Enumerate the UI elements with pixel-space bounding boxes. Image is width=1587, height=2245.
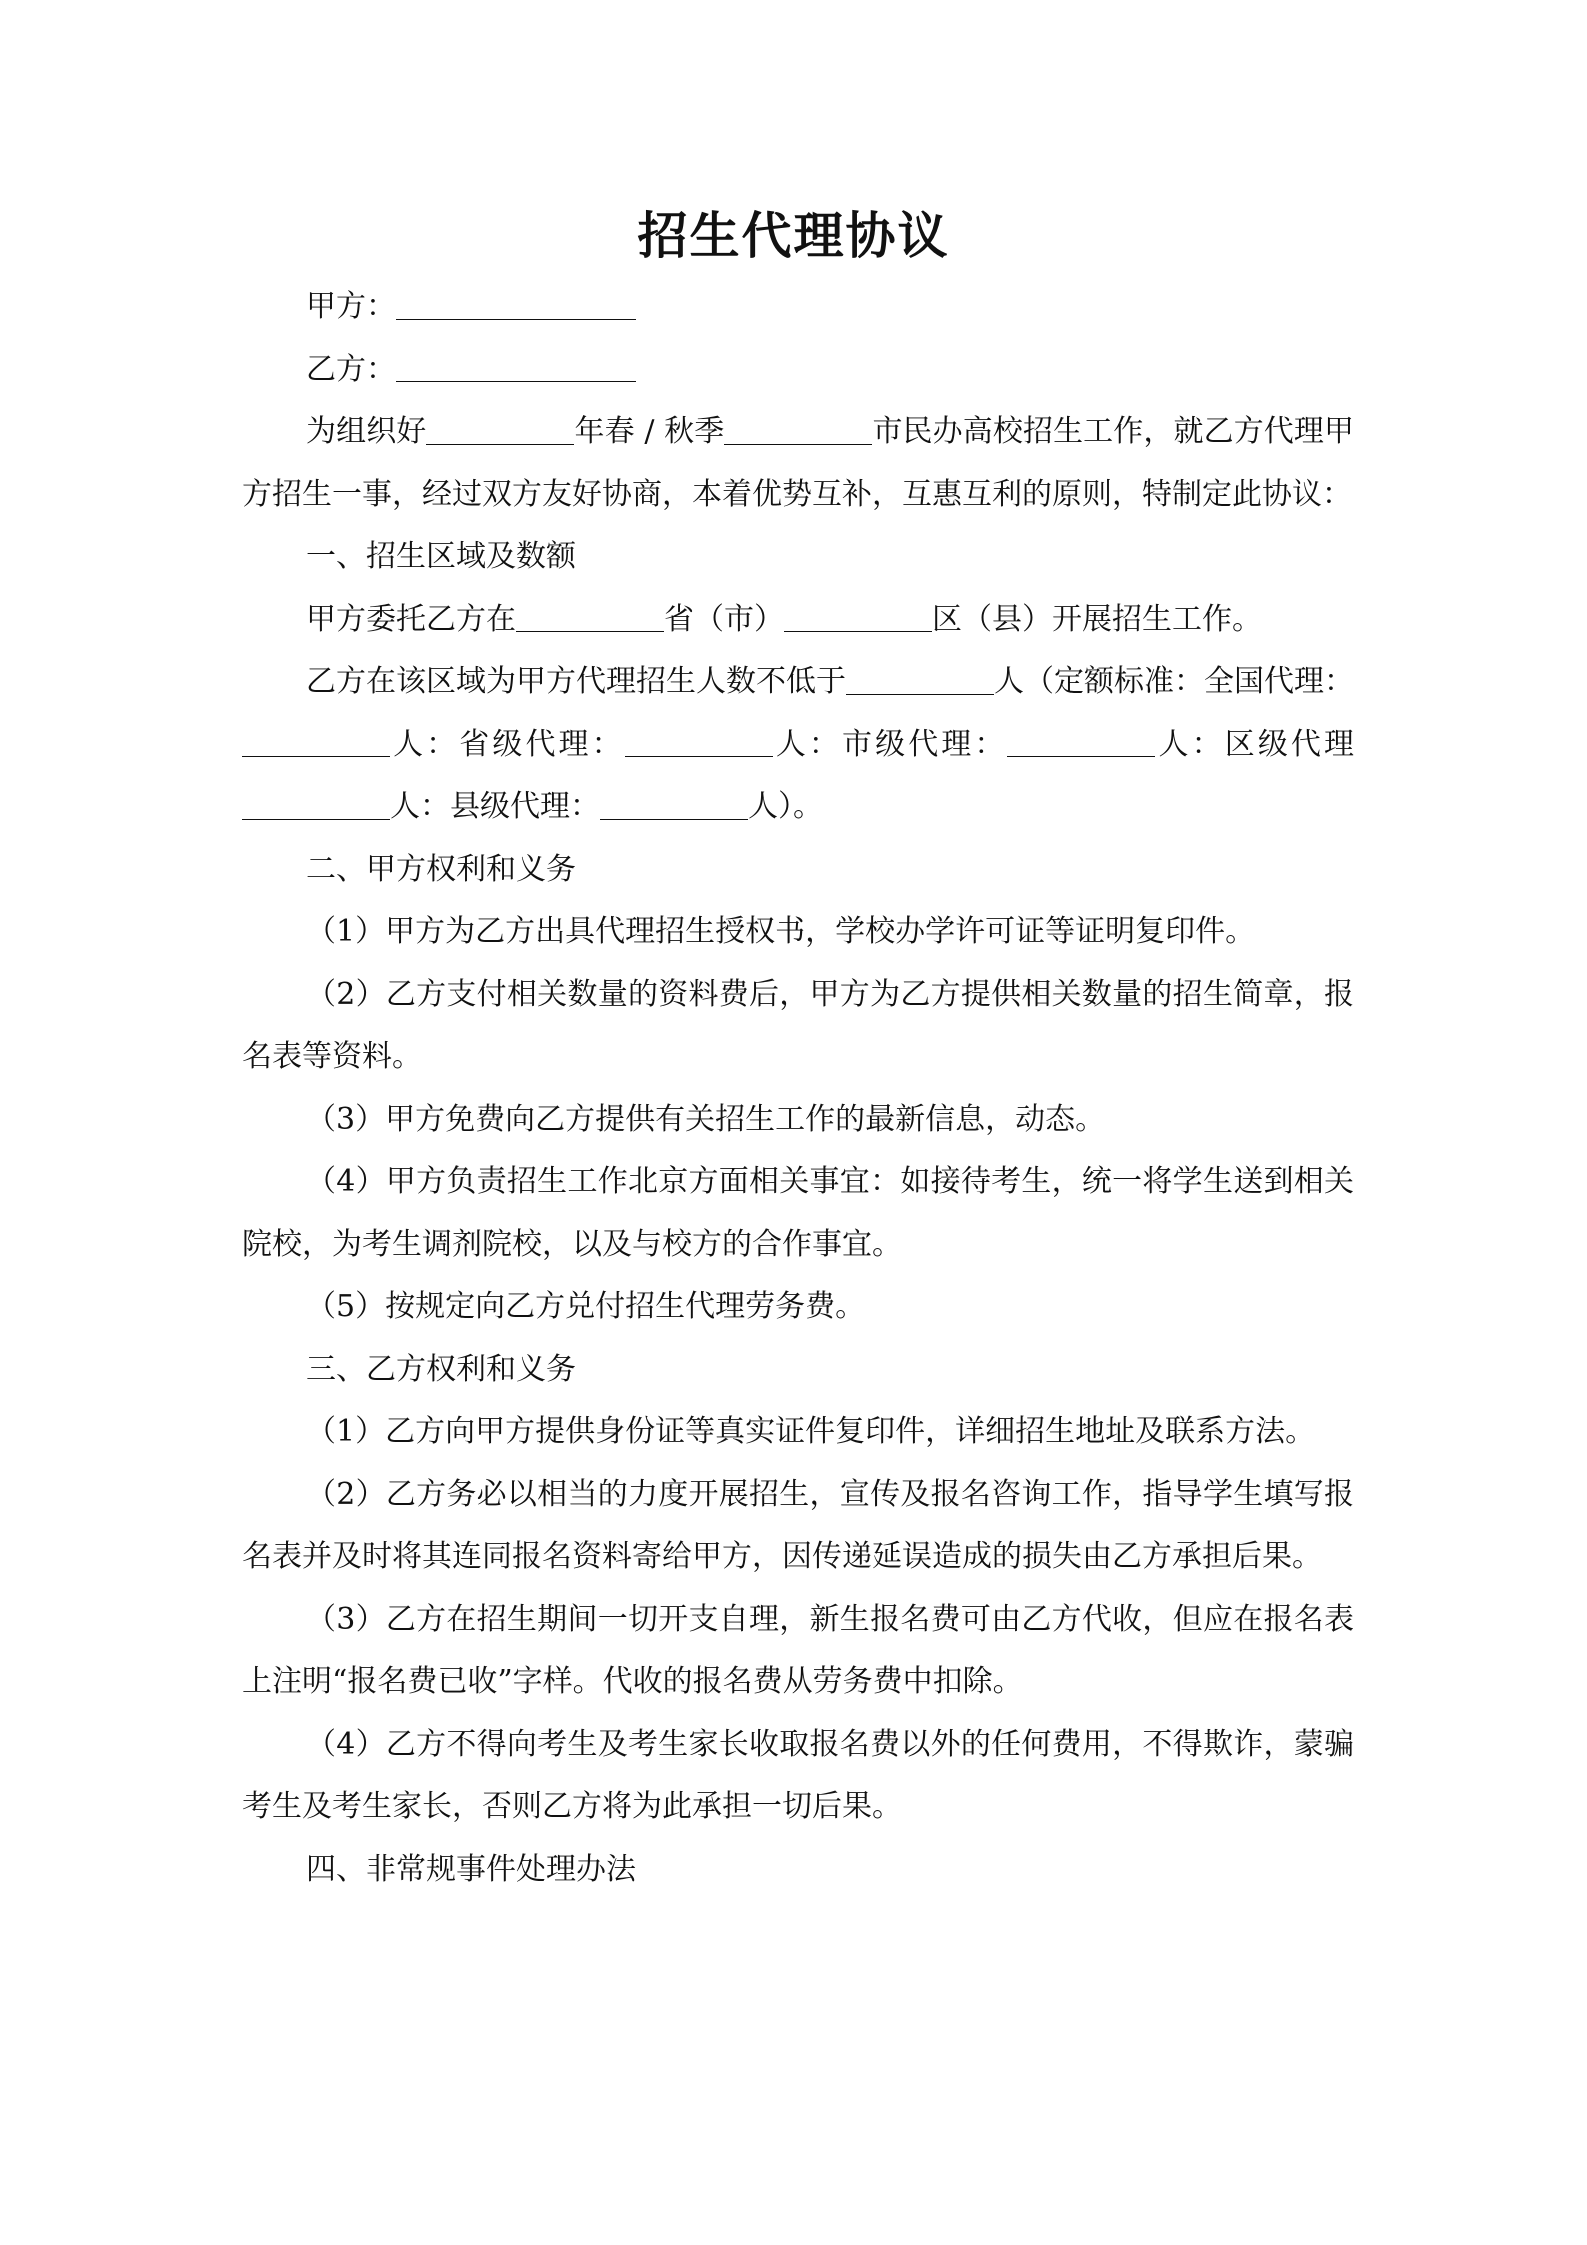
year-blank (426, 415, 574, 445)
s1p2-text-7: 人）。 (748, 789, 823, 824)
section-2-item: （4）甲方负责招生工作北京方面相关事宜：如接待考生，统一将学生送到相关院校，为考生调剂院校，以及与校方的合作事宜。 (242, 1164, 1354, 1262)
quota-blank (846, 665, 994, 695)
province-blank (516, 603, 664, 633)
document-title: 招生代理协议 (637, 206, 950, 265)
section-3-item: （2）乙方务必以相当的力度开展招生，宣传及报名咨询工作，指导学生填写报名表并及时将其连同报名资料寄给甲方，因传递延误造成的损失由乙方承担后果。 (242, 1476, 1354, 1574)
section-2-item: （3）甲方免费向乙方提供有关招生工作的最新信息，动态。 (306, 1101, 1106, 1137)
s1p2-text-2: 人（定额标准：全国代理： (994, 664, 1354, 699)
party-a-line (242, 276, 1354, 339)
county-quota-blank (600, 790, 748, 820)
district-blank (784, 603, 932, 633)
s1p2-text-4: 人：市级代理： (772, 726, 1008, 762)
section-3-item: （3）乙方在招生期间一切开支自理，新生报名费可由乙方代收，但应在报名表上注明“报名费已收”字样。代收的报名费从劳务费中扣除。 (242, 1601, 1354, 1699)
section-2-item: （2）乙方支付相关数量的资料费后，甲方为乙方提供相关数量的招生简章，报名表等资料。 (242, 976, 1354, 1074)
s1p2-text-5: 人：区级代理 (1155, 726, 1355, 762)
city-quota-blank (1007, 728, 1155, 758)
intro-paragraph (242, 401, 1354, 526)
section-1-paragraph-2 (242, 651, 1354, 839)
provincial-quota-blank (625, 728, 773, 758)
s1p2-text-1: 乙方在该区域为甲方代理招生人数不低于 (306, 664, 846, 699)
party-b-blank (396, 353, 636, 383)
section-3-item: （4）乙方不得向考生及考生家长收取报名费以外的任何费用，不得欺诈，蒙骗考生及考生家长，否则乙方将为此承担一切后果。 (242, 1726, 1354, 1824)
s1p1-text-3: 区（县）开展招生工作。 (932, 601, 1262, 637)
district-quota-blank (242, 790, 390, 820)
s1p1-text-2: 省（市） (664, 601, 784, 637)
section-2-item: （5）按规定向乙方兑付招生代理劳务费。 (306, 1289, 866, 1324)
document-body (242, 276, 1354, 1901)
section-1-heading: 一、招生区域及数额 (306, 539, 576, 574)
section-2-item: （1）甲方为乙方出具代理招生授权书，学校办学许可证等证明复印件。 (306, 914, 1256, 949)
party-b-label: 乙方： (306, 351, 396, 387)
intro-text-3: 市民办高校招生工作，就乙方代理甲方招生一事，经过双方友好协商，本着优势互补，互惠互利的原则，特制定此协议： (242, 414, 1355, 512)
section-1-paragraph-1 (242, 589, 1354, 652)
national-quota-blank (242, 728, 390, 758)
party-a-blank (396, 290, 636, 320)
party-a-label: 甲方： (306, 289, 396, 324)
party-b-line (242, 339, 1354, 402)
intro-text-2: 年春 / 秋季 (574, 414, 725, 449)
s1p2-text-6: 人：县级代理： (390, 789, 600, 824)
s1p2-text-3: 人：省级代理： (390, 726, 625, 762)
intro-text-1: 为组织好 (306, 414, 427, 449)
section-3-item: （1）乙方向甲方提供身份证等真实证件复印件，详细招生地址及联系方法。 (306, 1414, 1316, 1449)
city-blank (724, 415, 872, 445)
section-3-heading: 三、乙方权利和义务 (306, 1351, 576, 1387)
section-2-heading: 二、甲方权利和义务 (306, 851, 576, 887)
s1p1-text-1: 甲方委托乙方在 (306, 601, 516, 637)
section-4-heading: 四、非常规事件处理办法 (306, 1851, 636, 1887)
